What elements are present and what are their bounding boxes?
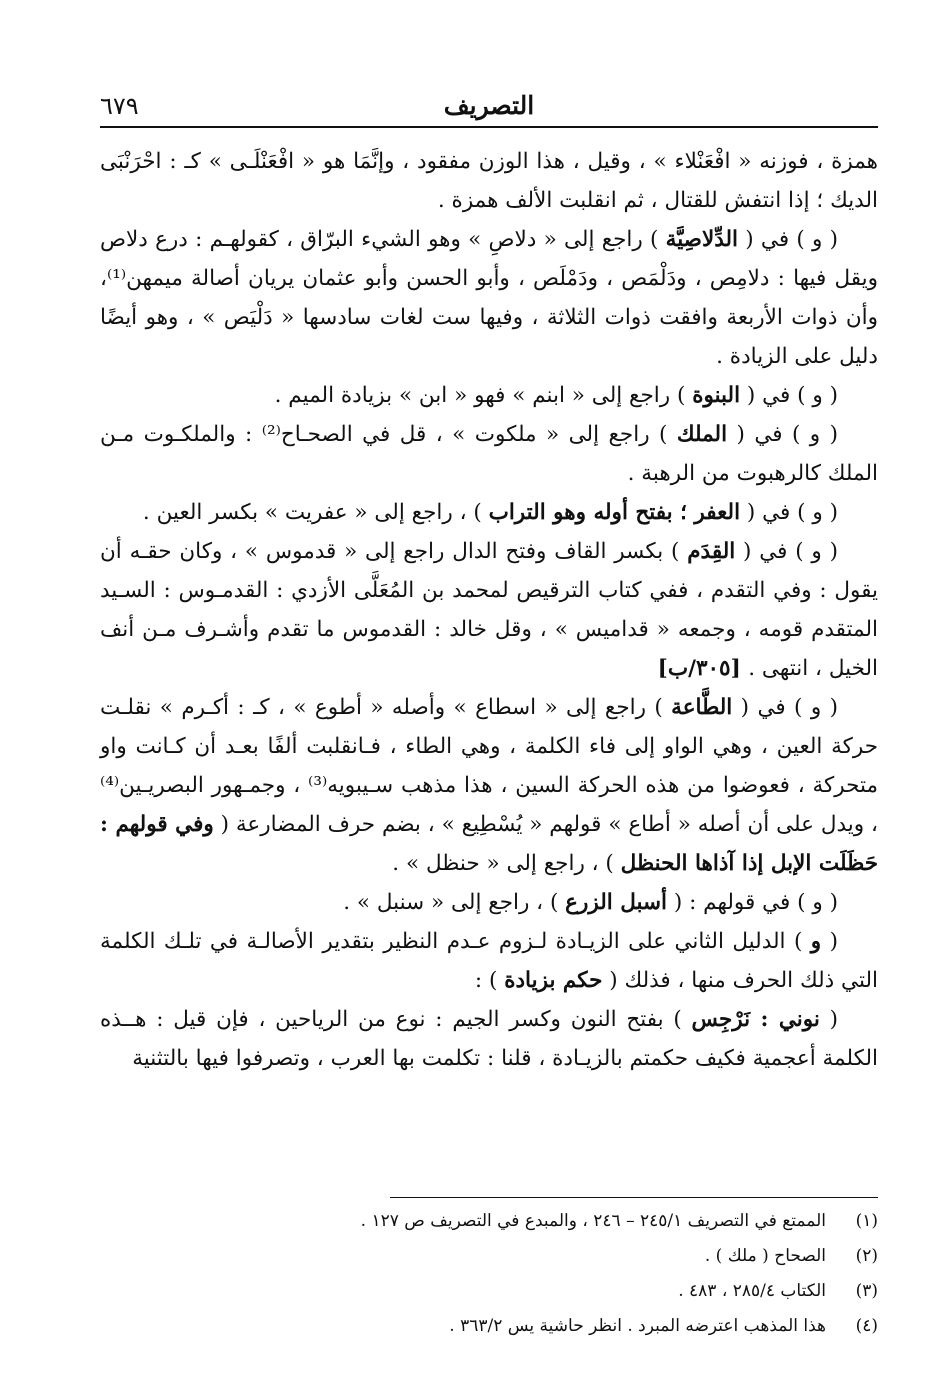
body-paragraph xyxy=(100,688,878,883)
text-run: ( و ) في ( xyxy=(735,539,839,564)
text-run: ( xyxy=(819,1007,838,1032)
text-run: ) بكسر القاف وفتح الدال راجع إلى « قدموس » ، وكان حقـه أن يقول : وفي التقدم ، ففي كتاب الترقيص لمحمد بن المُعَلَّى الأزدي : القدمـوس : السـيد المتقدم قومه ، وجمعه « قداميس » ، وقل خالد : القدموس ما تقدم وأشـرف مـن أنف الخيل ، انتهى . xyxy=(100,539,878,681)
bold-term: وفي قولهم : حَظَلَت الإبل إذا آذاها الحنظل xyxy=(100,812,878,876)
text-run: ) ، راجع إلى « عفريت » بكسر العين . xyxy=(142,500,489,525)
text-run: ) الدليل الثاني على الزيـادة لـزوم عـدم النظير بتقدير الأصالـة في تلـك الكلمة التي ذلك الحرف منها ، فذلك ( xyxy=(100,929,878,993)
footnote xyxy=(100,1204,878,1239)
text-run: ) راجع إلى « اسطاع » وأصله « أطوع » ، كـ : أكـرم » نقلـت حركة العين ، وهي الواو إلى فاء الكلمة ، وهي الطاء ، فـانقلبت ألفًا بعـد أن كـانت واو متحركة ، فعوضوا من هذه الحركة السين ، هذا مذهب سـيبويه⁽³⁾ ، وجمـهور البصريـين⁽⁴⁾ ، ويدل على أن أصله « أطاع » قولهم « يُسْطِيع » ، بضم حرف المضارعة ( xyxy=(100,695,878,837)
bold-term: الطَّاعة xyxy=(671,695,733,720)
chapter-title: التصريف xyxy=(443,91,535,120)
text-run: ( و ) في ( xyxy=(740,500,838,525)
footnote xyxy=(100,1309,878,1344)
bold-term: نوني : نَرْجِس xyxy=(691,1007,820,1032)
text-run: ) بفتح النون وكسر الجيم : نوع من الرياحين ، فإن قيل : هــذه الكلمة أعجمية فكيف حكمتم بالزيـادة ، قلنا : تكلمت بها العرب ، وتصرفوا فيها بالتثنية xyxy=(100,1007,878,1071)
body-paragraph xyxy=(100,532,878,688)
bold-term: حكم بزيادة xyxy=(504,968,603,993)
text-run: ( و ) في قولهم : ( xyxy=(667,890,838,915)
text-run: ( و ) في ( xyxy=(732,695,838,720)
text-run: ) ، راجع إلى « سنبل » . xyxy=(343,890,566,915)
bold-term: القِدَم xyxy=(687,539,736,564)
footnote-text: الممتع في التصريف ٢٤٥/١ – ٢٤٦ ، والمبدع في التصريف ص ١٢٧ . xyxy=(360,1211,826,1231)
text-run: ) راجع إلى « دلاصِ » وهو الشيء البرّاق ، كقولهـم : درع دلاص ويقل فيها : دلامِص ، ودَلْمَص ، ودَمْلَص ، وأبو الحسن وأبو عثمان يريان أصالة ميمهن⁽¹⁾، وأن ذوات الأربعة وافقت ذوات الثلاثة ، وفيها ست لغات سادسها « دَلْيَص » ، وهو أيضًا دليل على الزيادة . xyxy=(100,227,878,369)
footnote-number: (١) xyxy=(855,1211,878,1231)
footnote-text: هذا المذهب اعترضه المبرد . انظر حاشية يس ٣٦٣/٢ . xyxy=(449,1316,826,1336)
text-run: ) : xyxy=(474,968,505,993)
footnotes xyxy=(100,1204,878,1344)
text-run: همزة ، فوزنه « افْعَنْلاء » ، وقيل ، هذا الوزن مفقود ، وإنَّمَا هو « افْعَنْلَـى » كـ : احْرَنْبَى الديك ؛ إذا انتفش للقتال ، ثم انقلبت الألف همزة . xyxy=(100,149,878,213)
body-paragraph xyxy=(100,415,878,493)
body-paragraph xyxy=(100,922,878,1000)
text-run: ( و ) في ( xyxy=(740,383,838,408)
header-divider xyxy=(100,126,878,128)
footnote-text: الصحاح ( ملك ) . xyxy=(704,1246,826,1266)
body-text xyxy=(100,142,878,1078)
bold-term: العفر ؛ بفتح أوله وهو التراب xyxy=(488,500,741,525)
footnote xyxy=(100,1239,878,1274)
bold-term: [٣٠٥/ب] xyxy=(657,656,749,681)
text-run: ) ، راجع إلى « حنظل » . xyxy=(392,851,621,876)
running-header xyxy=(100,88,878,124)
body-paragraph xyxy=(100,883,878,922)
footnote-divider xyxy=(390,1197,878,1198)
bold-term: الدِّلاصِيَّة xyxy=(665,227,739,252)
body-paragraph xyxy=(100,220,878,376)
body-paragraph xyxy=(100,493,878,532)
footnote-number: (٣) xyxy=(855,1281,878,1301)
bold-term: البنوة xyxy=(692,383,741,408)
bold-term: الملك xyxy=(676,422,728,447)
text-run: ( و ) في ( xyxy=(738,227,838,252)
text-run: ( و ) في ( xyxy=(727,422,838,447)
body-paragraph xyxy=(100,142,878,220)
body-paragraph xyxy=(100,376,878,415)
text-run: ( xyxy=(821,929,838,954)
bold-term: أسبل الزرع xyxy=(565,890,668,915)
body-paragraph xyxy=(100,1000,878,1078)
footnote xyxy=(100,1274,878,1309)
text-run: ) راجع إلى « ابنم » فهو « ابن » بزيادة الميم . xyxy=(274,383,693,408)
footnote-number: (٤) xyxy=(855,1316,878,1336)
page-number: ٦٧٩ xyxy=(100,92,139,120)
text-run: ) راجع إلى « ملكوت » ، قل في الصحـاح⁽²⁾ : والملكـوت مـن الملك كالرهبوت من الرهبة . xyxy=(100,422,878,486)
bold-term: و xyxy=(810,929,822,954)
footnote-number: (٢) xyxy=(855,1246,878,1266)
footnote-text: الكتاب ٢٨٥/٤ ، ٤٨٣ . xyxy=(678,1281,826,1301)
